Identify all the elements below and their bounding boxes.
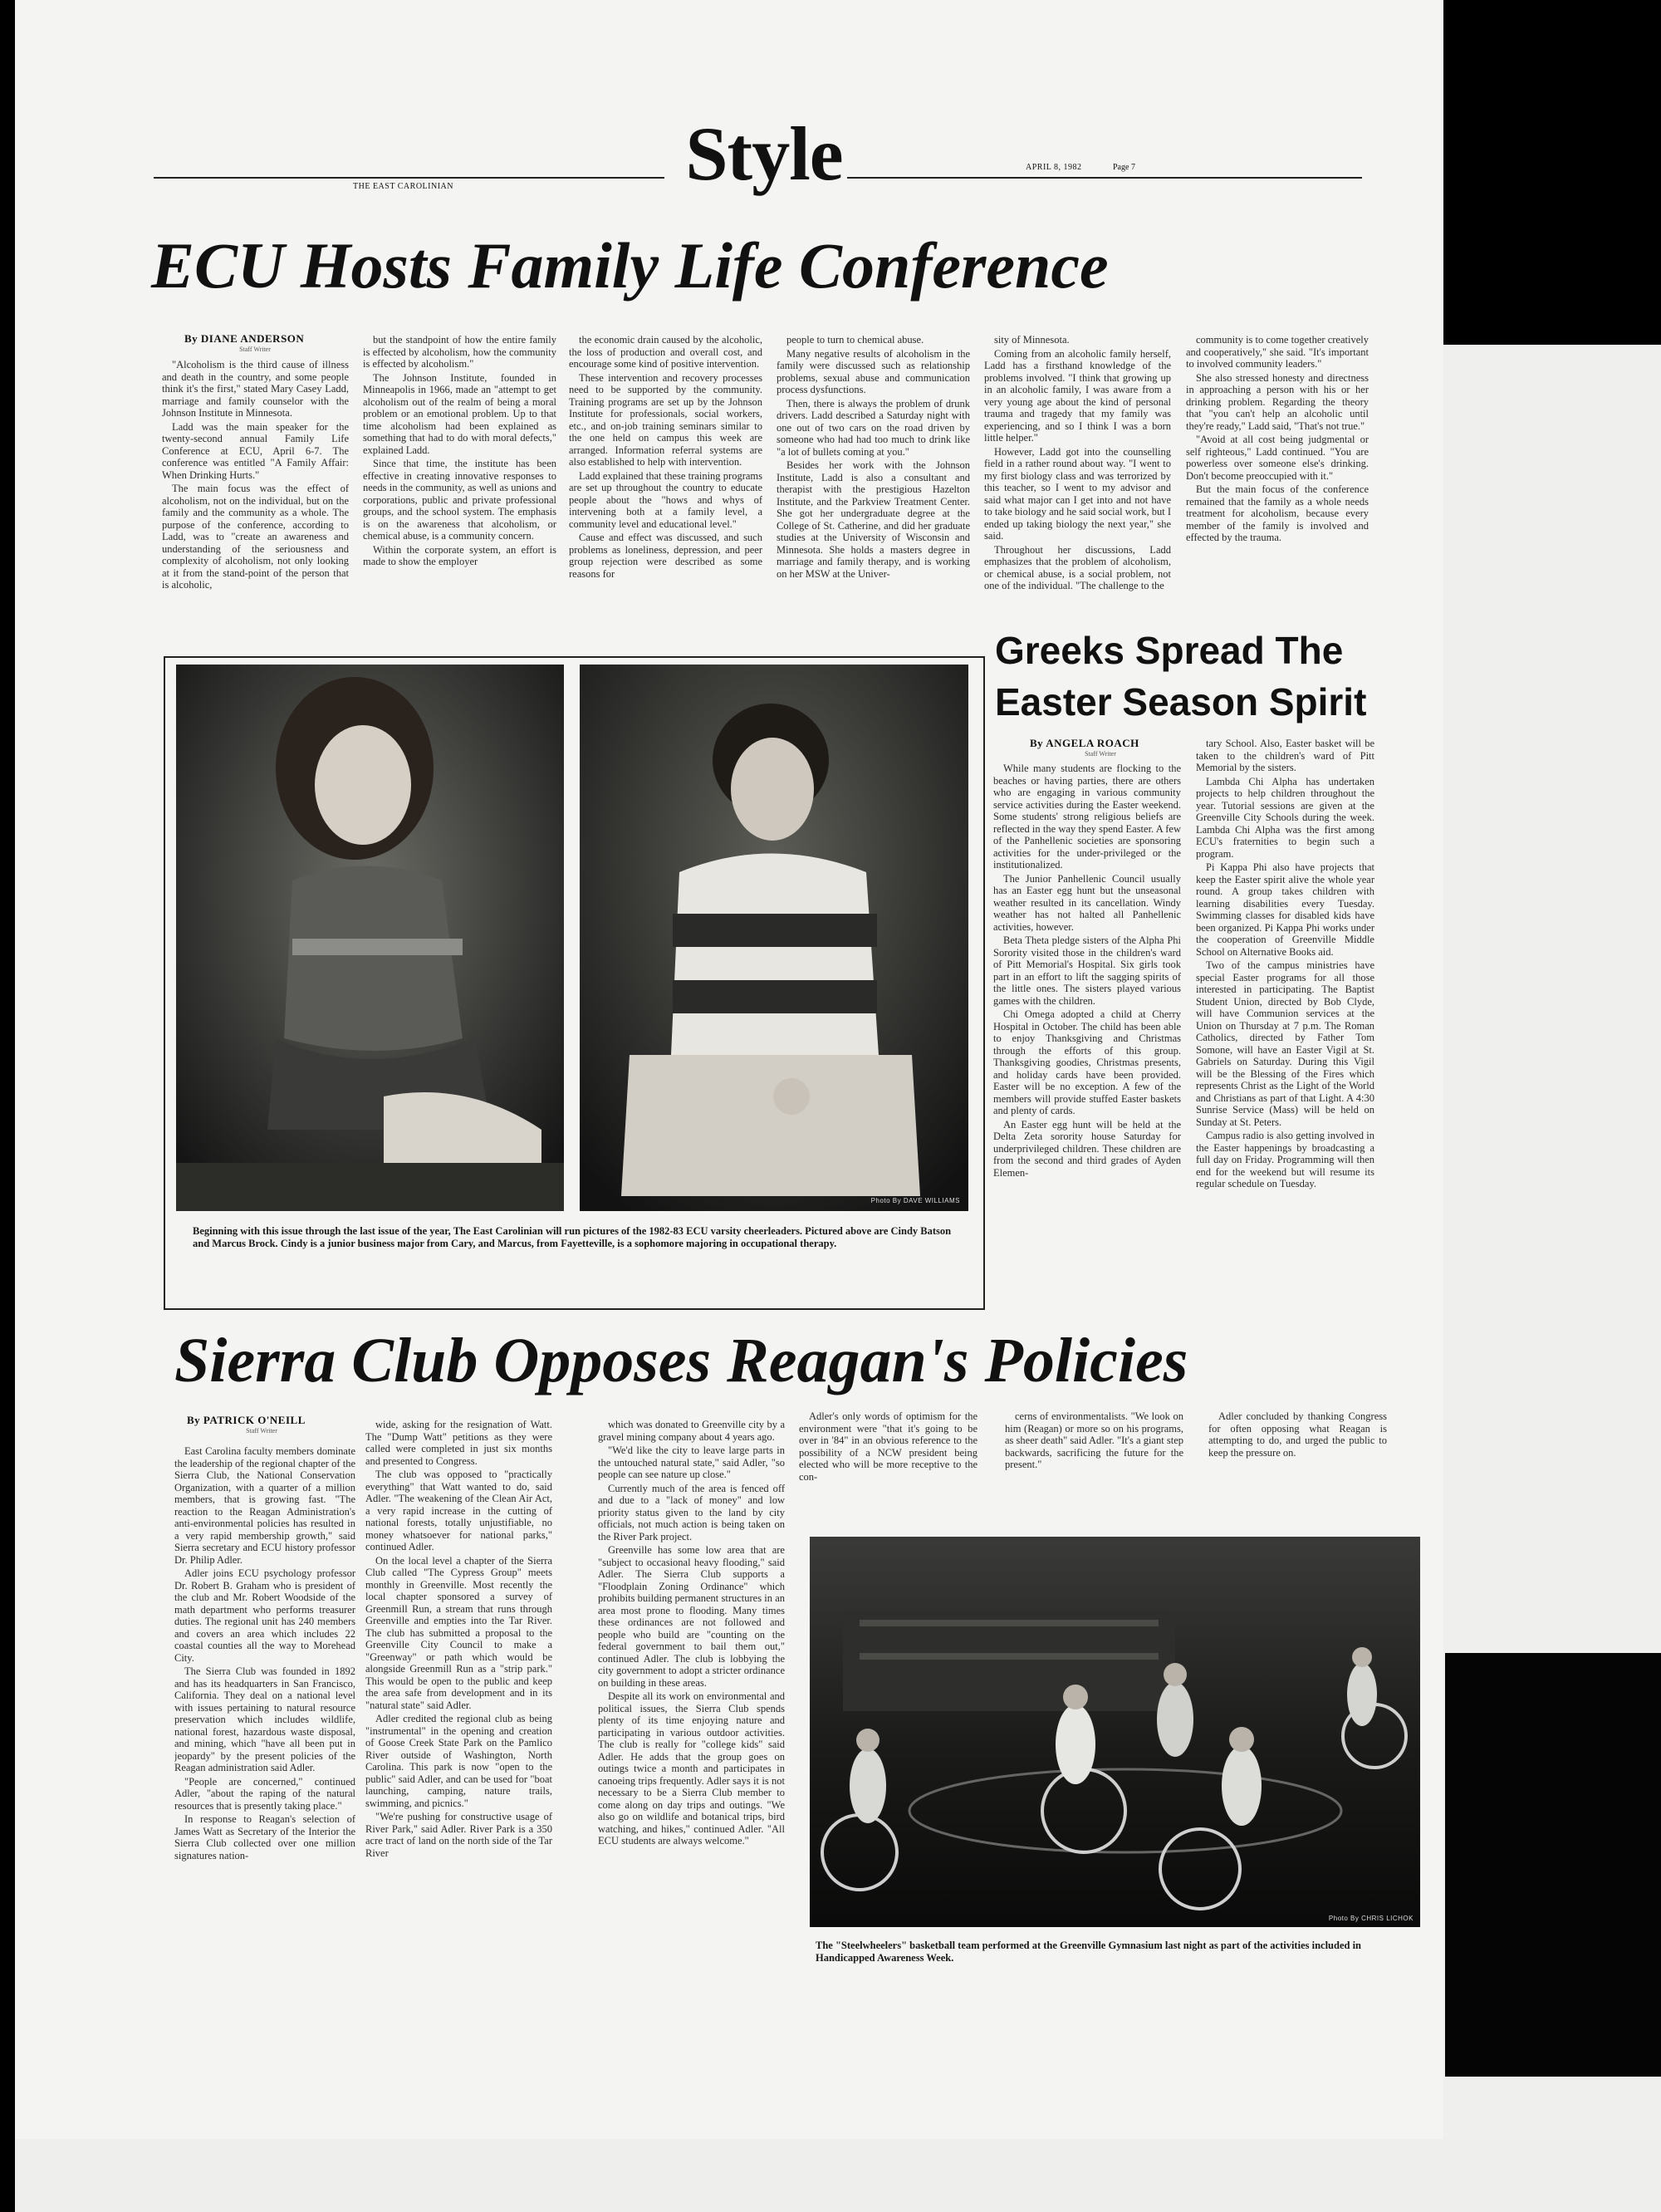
page-number: Page 7	[1113, 163, 1135, 172]
paragraph: Despite all its work on environmental and political issues, the Sierra Club spends plenty of its time enjoying nature and participating in various outdoor activities. The club is really for "college kids" said Adler. He adds that the group goes on outings twice a month and participates in canoeing trips frequently. Adler says it is not necessary to be a Sierra Club member to come along on day trips and outings. "We also go on wildlife and botanical trips, bird watching, and hikes," continued Adler. "All ECU students are always welcome."	[598, 1690, 785, 1847]
sierra-column-6	[1208, 1410, 1387, 1485]
paragraph: Ladd explained that these training programs are set up throughout the country to educate people about the "hows and whys of intervening both at a family level, a community level and educational level."	[569, 469, 762, 530]
wheelchair-photo-credit: Photo By CHRIS LICHOK	[1328, 1915, 1414, 1922]
conference-column-3	[569, 334, 762, 646]
sierra-column-3	[598, 1419, 785, 2125]
sierra-column-4	[799, 1410, 977, 1502]
paragraph: "We're pushing for constructive usage of River Park," said Adler. River Park is a 350 acre tract of land on the north side of the Tar River	[365, 1811, 552, 1859]
bottom-paper-edge	[15, 2139, 1661, 2212]
sierra-byline-title: Staff Writer	[246, 1427, 277, 1435]
sierra-column-2	[365, 1419, 552, 2125]
paper-name: THE EAST CAROLINIAN	[353, 182, 453, 191]
paragraph: The club was opposed to "practically everything" that Watt wanted to do, said Adler. "The weakening of the Clean Air Act, a very rapid increase in the cutting of national forests, totally unjustifiable, no money whatsoever for national parks," continued Adler.	[365, 1469, 552, 1552]
paragraph: Many negative results of alcoholism in the family were discussed such as relationship problems, sexual abuse and communication process dysfunctions.	[777, 347, 970, 395]
paragraph: Pi Kappa Phi also have projects that keep the Easter spirit alive the whole year round. A group takes children with learning disabilities every Tuesday. Swimming classes for disabled kids have been organized. Pi Kappa Phi works under the cooperation of Greenville Middle School on Alternative Books aid.	[1196, 861, 1374, 958]
paragraph: These intervention and recovery processes need to be supported by the community. Training programs are set up by the Johnson Institute for professionals, social workers, etc., and on-job training seminars similar to the one held on campus this week are arranged. Information referral systems are also established to help with intervention.	[569, 371, 762, 468]
dark-margin-strip	[1445, 1653, 1661, 2077]
paragraph: But the main focus of the conference remained that the family as a whole needs treatment for alcoholism, because every member of the family is involved and effected by the trauma.	[1186, 483, 1369, 543]
cheer-photo-credit: Photo By DAVE WILLIAMS	[870, 1197, 960, 1204]
section-title: Style	[685, 111, 843, 196]
greeks-byline: By ANGELA ROACH	[1030, 737, 1139, 749]
paragraph: people to turn to chemical abuse.	[786, 334, 924, 346]
paragraph: East Carolina faculty members dominate the leadership of the regional chapter of the Sierra Club, the National Conservation Organization, with a quarter of a million members, that is growing fast. "The reaction to the Reagan Administration's anti-environmental policies has resulted in a very rapid membership growth," said Sierra secretary and ECU history professor Dr. Philip Adler.	[174, 1445, 355, 1566]
conference-byline-title: Staff Writer	[239, 346, 271, 353]
paragraph: Coming from an alcoholic family herself, Ladd has a firsthand knowledge of the problems involved. "I think that growing up in an alcoholic family, I was aware from a very young age about the kind of personal trauma and tragedy that my family was experiencing, and so I think I was a born little helper."	[984, 347, 1171, 444]
paragraph: "We'd like the city to leave large parts in the untouched natural state," said Adler, "so people can see nature up close."	[598, 1444, 785, 1480]
sierra-byline: By PATRICK O'NEILL	[187, 1414, 306, 1426]
paragraph: However, Ladd got into the counselling field in a rather round about way. "I went to my first biology class and was terrorized by this teacher, so I went to my advisor and said what major can I get into and not have to take biology and he said social work, but I ended up taking biology the next year," she said.	[984, 445, 1171, 542]
paragraph: Besides her work with the Johnson Institute, Ladd is also a consultant and therapist with the prestigious Hazelton Institute, and the Parkview Treatment Center. She got her undergraduate degree at the College of St. Catherine, and did her graduate studies at the University of Wisconsin and Minnesota. She holds a masters degree in marriage and family therapy, and is working on her MSW at the Univer-	[777, 459, 970, 580]
conference-column-2	[363, 334, 556, 646]
paragraph: the economic drain caused by the alcoholic, the loss of production and overall cost, and encourage some kind of positive intervention.	[569, 334, 762, 370]
paragraph: The Sierra Club was founded in 1892 and has its headquarters in San Francisco, California. They deal on a national level with issues pertaining to natural resource preservation which includes wildlife, national forest, hazardous waste disposal, and mining, which "have all been put in jeopardy" by the present policies of the Reagan administration said Adler.	[174, 1665, 355, 1773]
paragraph: "Alcoholism is the third cause of illness and death in the country, and some people think it's the first," stated Mary Casey Ladd, marriage and family counselor with the Johnson Institute in Minnesota.	[162, 359, 349, 419]
paragraph: but the standpoint of how the entire family is effected by alcoholism, how the community is effected by alcoholism."	[363, 334, 556, 370]
wheelchair-basketball-photo-art	[810, 1537, 1420, 1927]
cheerleader-photo-cindy	[176, 665, 564, 1211]
paragraph: While many students are flocking to the beaches or having parties, there are others who are engaging in various community service activities during the Easter weekend. Some students' strong religious beliefs are reflected in the way they spend Easter. A few of the Panhellenic societies are sponsoring activities for the under-privileged or the institutionalized.	[993, 763, 1181, 871]
paragraph: community is to come together creatively and cooperatively," she said. "It's important to involved community leaders."	[1186, 334, 1369, 370]
paragraph: Cause and effect was discussed, and such problems as loneliness, depression, and peer group rejection were described as some reasons for	[569, 532, 762, 580]
paragraph: Greenville has some low area that are "subject to occasional heavy flooding," said Adler. The Sierra Club supports a "Floodplain Zoning Ordinance" which prohibits building permanent structures in an area most prone to flooding. Many times these ordinances are not followed and people who build are "counting on the federal government to bail them out," continued Adler. The club is lobbying the city government to adopt a stricter ordinance on building in these areas.	[598, 1544, 785, 1689]
greeks-headline-line-2: Easter Season Spirit	[995, 680, 1367, 723]
paragraph: Chi Omega adopted a child at Cherry Hospital in October. The child has been able to enjoy Thanksgiving and Christmas through the efforts of this group. Thanksgiving goodies, Christmas presents, and holiday cards have been provided. Easter will be no exception. A few of the members will provide stuffed Easter baskets and plenty of cards.	[993, 1008, 1181, 1116]
wheelchair-photo-caption: The "Steelwheelers" basketball team performed at the Greenville Gymnasium last night as part of the activities included in Handicapped Awareness Week.	[816, 1940, 1362, 1964]
paragraph: "People are concerned," continued Adler, "about the raping of the natural resources that is presently taking place."	[174, 1775, 355, 1812]
paragraph: wide, asking for the resignation of Watt. The "Dump Watt" petitions as they were called were completed in just six months and presented to Congress.	[365, 1419, 552, 1467]
greeks-byline-title: Staff Writer	[1085, 750, 1116, 758]
paragraph: The Junior Panhellenic Council usually has an Easter egg hunt but the unseasonal weather resulted in its cancellation. Windy weather has not halted all Panhellenic activities, however.	[993, 872, 1181, 933]
cheerleader-photo-marcus	[580, 665, 968, 1211]
greeks-column-1	[993, 763, 1181, 1341]
paragraph: Then, there is always the problem of drunk drivers. Ladd described a Saturday night with one out of two cars on the road driven by someone who had had too much to drink like "a lot of bullets coming at you."	[777, 397, 970, 458]
conference-column-5	[984, 334, 1171, 646]
wheelchair-basketball-photo	[810, 1537, 1420, 1927]
paragraph: Since that time, the institute has been effective in creating innovative responses to needs in the community, as well as unions and corporations, public and private professional groups, and the school system. The emphasis is on the awareness that alcoholism, or chemical abuse, is a community concern.	[363, 458, 556, 542]
paragraph: Adler credited the regional club as being "instrumental" in the opening and creation of Goose Creek State Park on the Pamlico River outside of Washington, North Carolina. This park is now "open to the public" said Adler, and can be used for "boat launching, camping, nature trails, swimming, and picnics."	[365, 1713, 552, 1809]
paragraph: Two of the campus ministries have special Easter programs for all those interested in participating. The Baptist Student Union, directed by Bob Clyde, will have Communion services at the Union on Thursday at 7 p.m. The Roman Catholics, directed by Father Tom Somone, will have an Easter Vigil at St. Gabriels on Saturday. During this Vigil will be the Blessing of the Fires which represents Christ as the Light of the World and Christians as part of that Light. A 4:30 Sunrise Service (Mass) will be held on Sunday at St. Peters.	[1196, 959, 1374, 1128]
paragraph: Lambda Chi Alpha has undertaken projects to help children throughout the year. Tutorial sessions are given at the Greenville City Schools during the week. Lambda Chi Alpha was the first among ECU's fraternities to begin such a program.	[1196, 775, 1374, 860]
paragraph: Ladd was the main speaker for the twenty-second annual Family Life Conference at ECU, April 6-7. The conference was entitled "A Family Affair: When Drinking Hurts."	[162, 420, 349, 481]
paragraph: The main focus was the effect of alcoholism, not on the individual, but on the family and the community as a whole. The purpose of the conference, according to Ladd, was to "create an awareness and understanding of the seriousness and complexity of alcoholism, not only looking at it from the stand-point of the person that is alcoholic,	[162, 483, 349, 591]
conference-column-1	[162, 359, 349, 646]
greeks-column-2	[1196, 738, 1374, 1319]
sierra-byline-block	[187, 1414, 336, 1438]
paragraph: Currently much of the area is fenced off and due to a "lack of money" and low priority status given to the land by city officials, not much action is being taken on the River Park project.	[598, 1482, 785, 1543]
paragraph: Adler's only words of optimism for the environment were "that it's going to be over in '84" in an obvious reference to the possibility of a NCW president being elected who will be more receptive to the con-	[799, 1410, 977, 1483]
paragraph: The Johnson Institute, founded in Minneapolis in 1966, made an "attempt to get alcoholism out of the realm of being a moral problem or an emotional problem. Up to that time alcoholism had been explained as something that had to do with moral defects," explained Ladd.	[363, 371, 556, 456]
cheerleader-photo-marcus-art	[580, 665, 968, 1211]
paragraph: In response to Reagan's selection of James Watt as Secretary of the Interior the Sierra Club collected over one million signatures nation-	[174, 1813, 355, 1861]
paragraph: She also stressed honesty and directness in approaching a person with his or her drinking problem. Regarding the theory that "you can't help an alcoholic until they're ready," Ladd said, "That's not true."	[1186, 371, 1369, 432]
greeks-byline-block	[1030, 737, 1171, 761]
conference-byline-block	[184, 332, 326, 356]
cheerleader-photo-cindy-art	[176, 665, 564, 1211]
conference-column-4	[777, 334, 970, 646]
paragraph: Beta Theta pledge sisters of the Alpha Phi Sorority visited those in the children's ward of Pitt Memorial's Hospital. Six girls took part in an effort to lift the sagging spirits of the little ones. The sisters played various games with the children.	[993, 934, 1181, 1007]
paragraph: "Avoid at all cost being judgmental or self righteous," Ladd continued. "You are powerless over someone else's drinking. Don't become preoccupied with it."	[1186, 434, 1369, 482]
paragraph: Throughout her discussions, Ladd emphasizes that the problem of alcoholism, or chemical abuse, is a social problem, not one of the individual. "The challenge to the	[984, 543, 1171, 591]
issue-date: APRIL 8, 1982	[1026, 163, 1082, 172]
paragraph: An Easter egg hunt will be held at the Delta Zeta sorority house Saturday for underprivileged children. These children are from the second and third grades of Ayden Elemen-	[993, 1118, 1181, 1179]
paragraph: Adler concluded by thanking Congress for often opposing what Reagan is attempting to do, and urged the public to keep the pressure on.	[1208, 1410, 1387, 1459]
conference-headline: ECU Hosts Family Life Conference	[151, 229, 1109, 302]
conference-column-6	[1186, 334, 1369, 616]
sierra-column-5	[1005, 1410, 1183, 1485]
cheer-photo-caption: Beginning with this issue through the last issue of the year, The East Carolinian will run pictures of the 1982-83 ECU varsity cheerleaders. Pictured above are Cindy Batson and Marcus Brock. Cindy is a junior business major from Cary, and Marcus, from Fayetteville, is a sophomore majoring in occupational therapy.	[193, 1225, 952, 1249]
paragraph: sity of Minnesota.	[994, 334, 1070, 346]
paragraph: tary School. Also, Easter basket will be taken to the children's ward of Pitt Memorial by the sisters.	[1196, 738, 1374, 773]
masthead-rule-right	[847, 177, 1362, 179]
masthead-rule-left	[154, 177, 664, 179]
paragraph: cerns of environmentalists. "We look on him (Reagan) or more so on his programs, as sheer death" said Adler. "It's a giant step backwards, sacrificing the future for the present."	[1005, 1410, 1183, 1470]
paragraph: Campus radio is also getting involved in the Easter happenings by broadcasting a full day on Friday. Programming will then end for the weekend but will resume its regular schedule on Tuesday.	[1196, 1130, 1374, 1189]
paragraph: which was donated to Greenville city by a gravel mining company about 4 years ago.	[598, 1419, 785, 1443]
paragraph: On the local level a chapter of the Sierra Club called "The Cypress Group" meets monthly in Greenville. Most recently the local chapter sponsored a survey of Greenmill Run, a stream that runs through Greenville and empties into the Tar River. The club has submitted a proposal to the Greenville City Council to make a "Greenway" or path which would be alongside Greenmill Run as a "strip park." This would be open to the public and keep the area safe from development and in its "natural state" said Adler.	[365, 1554, 552, 1711]
sierra-headline: Sierra Club Opposes Reagan's Policies	[174, 1326, 1188, 1395]
paragraph: Adler joins ECU psychology professor Dr. Robert B. Graham who is president of the club and Mr. Robert Woodside of the math department who performs treasurer duties. The regional unit has 240 members and covers an area which includes 22 coastal counties all the way to Morehead City.	[174, 1567, 355, 1664]
paragraph: Within the corporate system, an effort is made to show the employer	[363, 543, 556, 567]
conference-byline: By DIANE ANDERSON	[184, 332, 305, 345]
sierra-column-1	[174, 1445, 355, 2126]
greeks-headline-line-1: Greeks Spread The	[995, 629, 1344, 672]
